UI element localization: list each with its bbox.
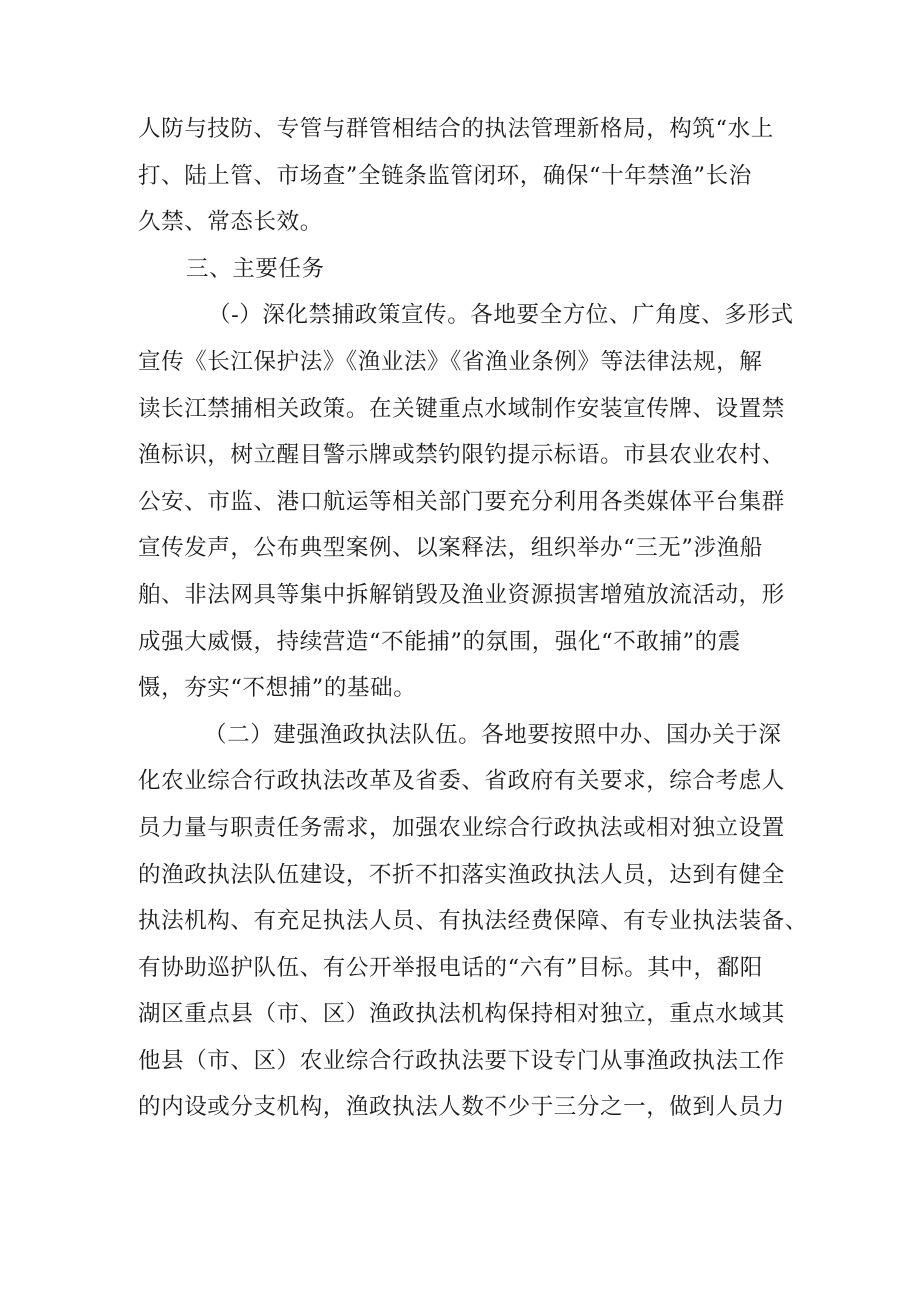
text-line: 久禁、常态长效。 [138, 209, 323, 236]
text-line: 的渔政执法队伍建设，不折不扣落实渔政执法人员，达到有健全 [138, 861, 785, 888]
text-line: 的内设或分支机构，渔政执法人数不少于三分之一，做到人员力 [138, 1094, 785, 1121]
text-line: 打、陆上管、市场查”全链条监管闭环，确保“十年禁渔”长治 [138, 162, 752, 189]
text-line: 湖区重点县（市、区）渔政执法机构保持相对独立，重点水域其 [138, 1001, 785, 1028]
text-line: 舶、非法网具等集中拆解销毁及渔业资源损害增殖放流活动，形 [138, 581, 785, 608]
text-line: 化农业综合行政执法改革及省委、省政府有关要求，综合考虑人 [138, 768, 785, 795]
paragraph-first-line: （二）建强渔政执法队伍。各地要按照中办、国办关于深 [204, 721, 782, 748]
text-line: 他县（市、区）农业综合行政执法要下设专门从事渔政执法工作 [138, 1047, 785, 1074]
body-text [138, 106, 808, 1131]
text-line: 人防与技防、专管与群管相结合的执法管理新格局，构筑“水上 [138, 116, 774, 142]
text-line: 执法机构、有充足执法人员、有执法经费保障、有专业执法装备、 [138, 908, 808, 935]
text-line: 宣传发声，公布典型案例、以案释法，组织举办“三无”涉渔船 [138, 535, 763, 562]
text-line: 读长江禁捕相关政策。在关键重点水域制作安装宣传牌、设置禁 [138, 395, 785, 422]
text-line: 慑，夯实“不想捕”的基础。 [138, 675, 417, 702]
paragraph-first-line: （-）深化禁捕政策宣传。各地要全方位、广角度、多形式 [208, 302, 794, 329]
text-line: 公安、市监、港口航运等相关部门要充分利用各类媒体平台集群 [138, 488, 785, 515]
text-line: 成强大威慑，持续营造“不能捕”的氛围，强化“不敢捕”的震 [138, 628, 741, 655]
text-line: 宣传《长江保护法》《渔业法》《省渔业条例》等法律法规，解 [138, 348, 763, 375]
text-line: 员力量与职责任务需求，加强农业综合行政执法或相对独立设置 [138, 814, 785, 841]
section-heading: 三、主要任务 [186, 255, 325, 282]
text-line: 渔标识，树立醒目警示牌或禁钓限钓提示标语。市县农业农村、 [138, 442, 785, 469]
text-line: 有协助巡护队伍、有公开举报电话的“六有”目标。其中，鄱阳 [138, 954, 763, 981]
